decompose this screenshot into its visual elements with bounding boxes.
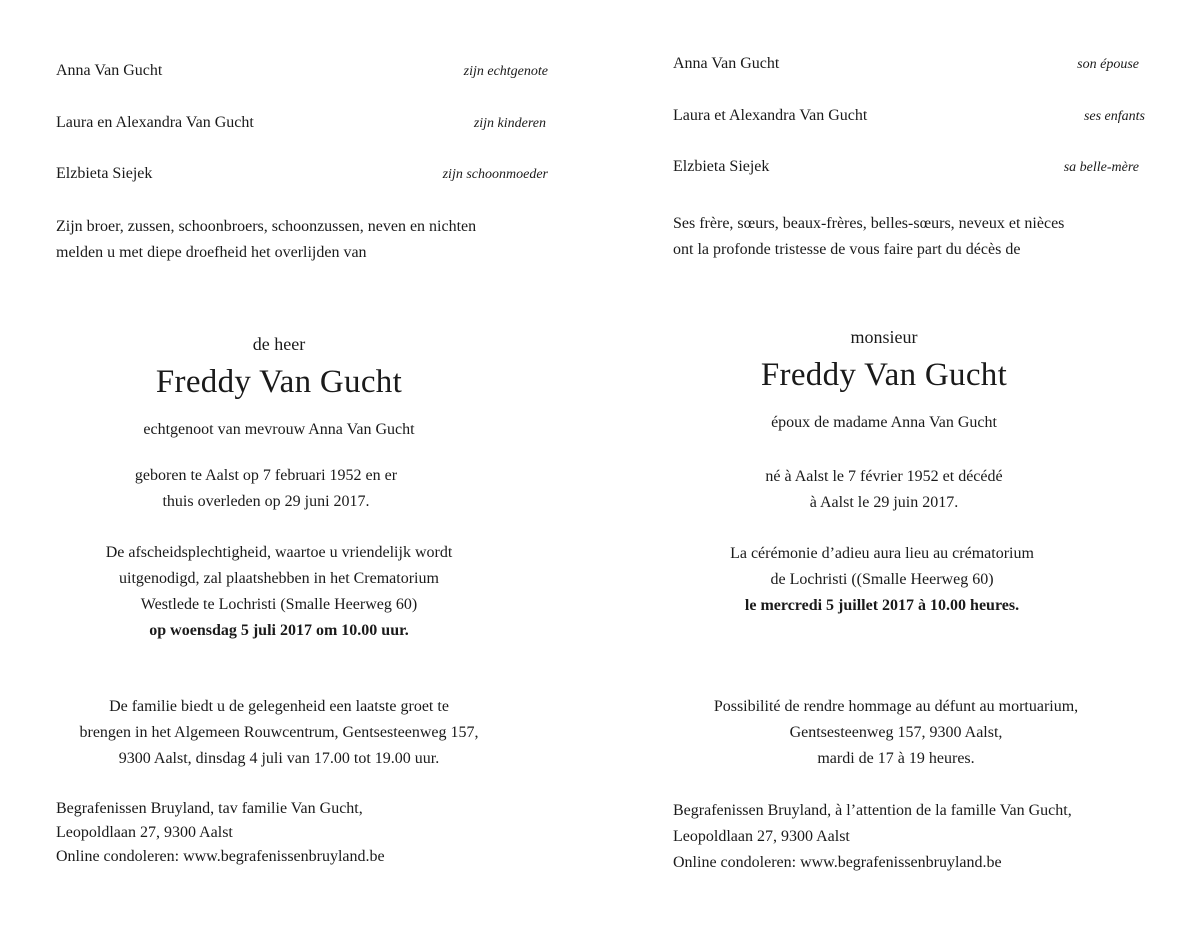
french-notice — [673, 0, 1153, 947]
condolence-link: Online condoleren: www.begrafenissenbruyland.be — [56, 848, 385, 865]
farewell-info — [56, 694, 502, 772]
farewell-line: Gentsesteenweg 157, 9300 Aalst, — [789, 724, 1003, 741]
ceremony-date: le mercredi 5 juillet 2017 à 10.00 heures. — [744, 597, 1020, 614]
farewell-line: brengen in het Algemeen Rouwcentrum, Gentsesteenweg 157, — [79, 724, 479, 741]
relative-name: Elzbieta Siejek — [673, 158, 770, 175]
spouse-line: époux de madame Anna Van Gucht — [771, 414, 997, 431]
spouse-line: echtgenoot van mevrouw Anna Van Gucht — [143, 421, 415, 438]
birth-death-info — [673, 464, 1095, 516]
birth-line: à Aalst le 29 juin 2017. — [809, 494, 959, 511]
ceremony-line: de Lochristi ((Smalle Heerweg 60) — [770, 571, 994, 588]
farewell-line: Possibilité de rendre hommage au défunt au mortuarium, — [713, 698, 1079, 715]
intro-line: Zijn broer, zussen, schoonbroers, schoonzussen, neven en nichten — [56, 218, 477, 235]
announcement-intro — [56, 214, 476, 266]
condolence-link: Online condoleren: www.begrafenissenbruyland.be — [673, 854, 1002, 871]
announcement-intro — [673, 211, 1064, 263]
contact-info — [673, 798, 1072, 876]
relative-name: Anna Van Gucht — [56, 62, 163, 79]
intro-line: ont la profonde tristesse de vous faire part du décès de — [673, 241, 1021, 258]
contact-info — [56, 797, 385, 869]
relative-role: ses enfants — [1083, 109, 1145, 124]
birth-death-info — [56, 463, 476, 515]
relative-name: Laura en Alexandra Van Gucht — [56, 114, 254, 131]
relative-role: son épouse — [1077, 57, 1139, 72]
ceremony-line: De afscheidsplechtigheid, waartoe u vriendelijk wordt — [105, 544, 453, 561]
relative-name: Anna Van Gucht — [673, 55, 780, 72]
ceremony-line: uitgenodigd, zal plaatshebben in het Crematorium — [119, 570, 439, 587]
intro-line: melden u met diepe droefheid het overlijden van — [56, 244, 367, 261]
relative-role: sa belle-mère — [1063, 160, 1139, 175]
contact-line: Begrafenissen Bruyland, tav familie Van Gucht, — [56, 800, 363, 817]
farewell-info — [673, 694, 1119, 772]
ceremony-line: Westlede te Lochristi (Smalle Heerweg 60) — [140, 596, 418, 613]
relative-role: zijn echtgenote — [463, 64, 548, 79]
ceremony-line: La cérémonie d’adieu aura lieu au crématorium — [730, 545, 1034, 562]
relative-name: Laura et Alexandra Van Gucht — [673, 107, 868, 124]
dutch-notice — [56, 0, 556, 947]
birth-line: né à Aalst le 7 février 1952 et décédé — [765, 468, 1003, 485]
contact-line: Leopoldlaan 27, 9300 Aalst — [673, 828, 850, 845]
relative-role: zijn schoonmoeder — [442, 167, 548, 182]
honorific: de heer — [252, 334, 306, 354]
relative-name: Elzbieta Siejek — [56, 165, 153, 182]
farewell-line: mardi de 17 à 19 heures. — [817, 750, 975, 767]
birth-line: thuis overleden op 29 juni 2017. — [162, 493, 370, 510]
intro-line: Ses frère, sœurs, beaux-frères, belles-sœurs, neveux et nièces — [673, 215, 1065, 232]
contact-line: Leopoldlaan 27, 9300 Aalst — [56, 824, 233, 841]
deceased-name: Freddy Van Gucht — [155, 364, 403, 400]
ceremony-info — [56, 540, 502, 644]
contact-line: Begrafenissen Bruyland, à l’attention de la famille Van Gucht, — [673, 802, 1072, 819]
relative-role: zijn kinderen — [473, 116, 546, 131]
honorific: monsieur — [850, 327, 918, 347]
farewell-line: 9300 Aalst, dinsdag 4 juli van 17.00 tot 19.00 uur. — [118, 750, 440, 767]
birth-line: geboren te Aalst op 7 februari 1952 en er — [134, 467, 398, 484]
ceremony-date: op woensdag 5 juli 2017 om 10.00 uur. — [149, 622, 409, 639]
deceased-name: Freddy Van Gucht — [760, 357, 1008, 393]
ceremony-info — [673, 541, 1091, 619]
farewell-line: De familie biedt u de gelegenheid een laatste groet te — [109, 698, 449, 715]
